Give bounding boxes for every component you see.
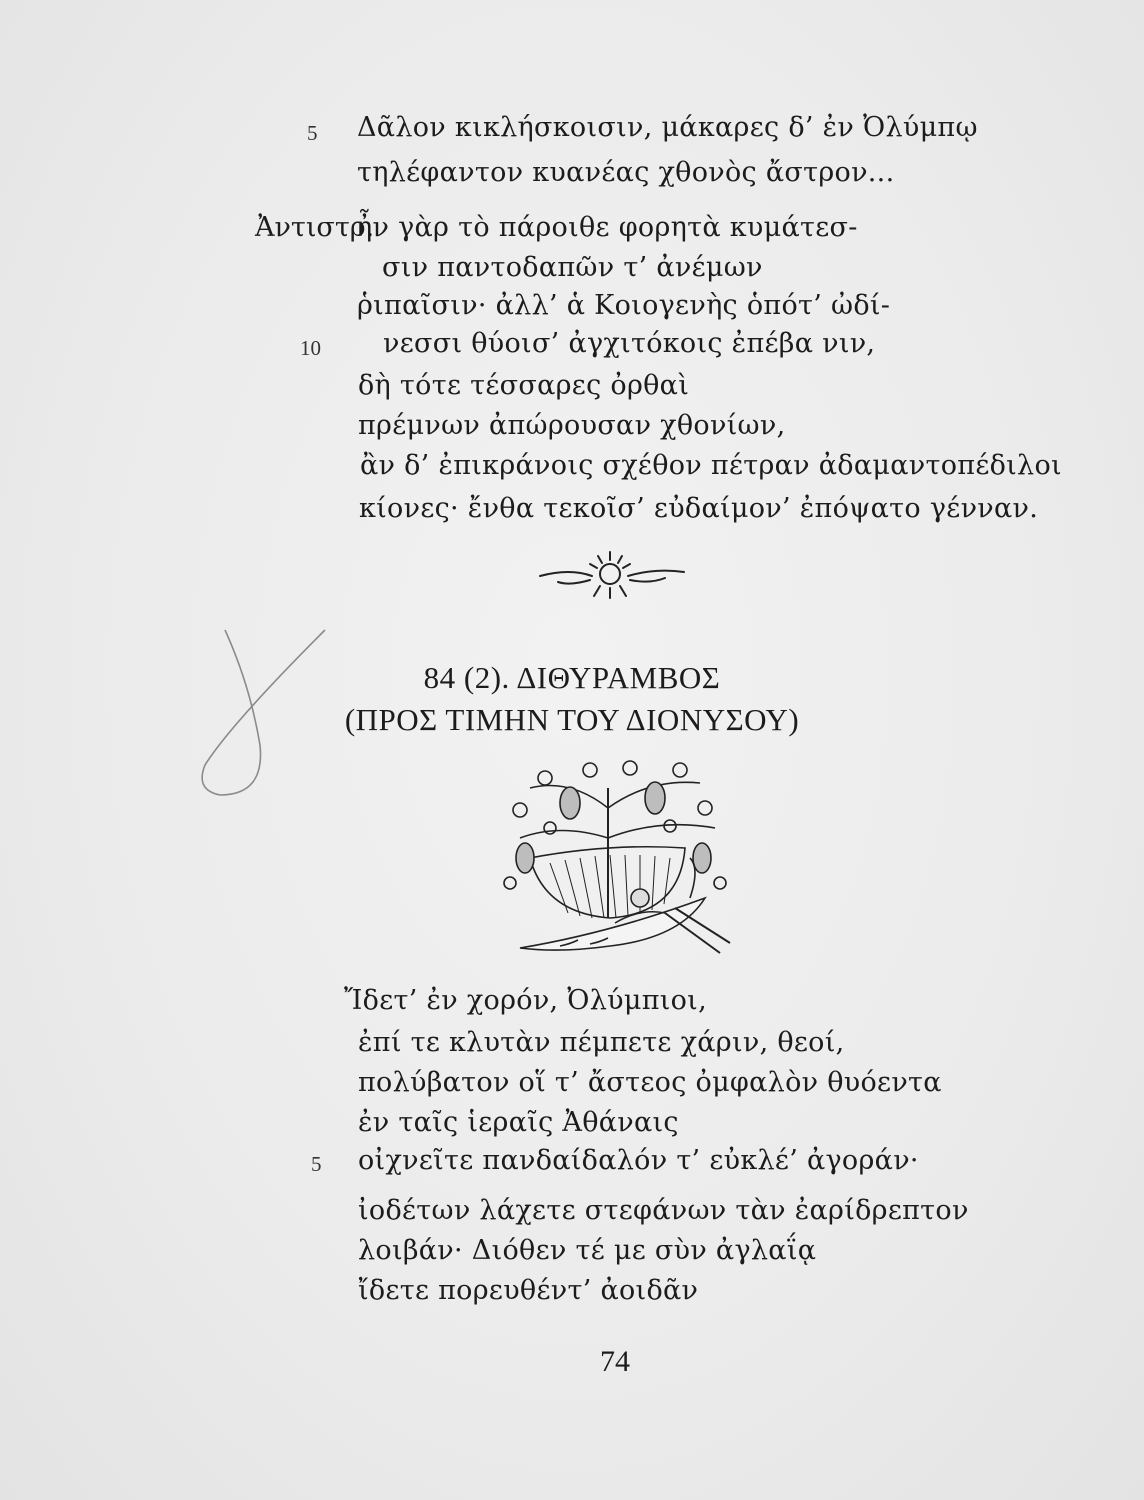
verse-line: ἂν δ’ ἐπικράνοις σχέθον πέτραν ἀδαμαντοπέδιλοι	[360, 450, 1062, 481]
verse-line: σιν παντοδαπῶν τ’ ἀνέμων	[382, 252, 763, 283]
verse-line: ῥιπαῖσιν· ἀλλ’ ἁ Κοιογενὴς ὁπότ’ ὠδί-	[357, 290, 891, 321]
poem-title: 84 (2). ΔΙΘΥΡΑΜΒΟΣ	[423, 660, 721, 695]
verse-line: οἰχνεῖτε πανδαίδαλόν τ’ εὐκλέ’ ἀγοράν·	[358, 1145, 919, 1176]
line-number: 10	[300, 336, 321, 360]
line-number: 5	[307, 121, 318, 145]
verse-line: λοιβάν· Διόθεν τέ με σὺν ἀγλαΐᾳ	[358, 1235, 817, 1266]
verse-line: τηλέφαντον κυανέας χθονὸς ἄστρον...	[357, 157, 895, 188]
verse-line: πολύβατον οἵ τ’ ἄστεος ὀμφαλὸν θυόεντα	[358, 1067, 942, 1098]
line-number: 5	[311, 1152, 322, 1176]
verse-line: ἐπί τε κλυτὰν πέμπετε χάριν, θεοί,	[358, 1027, 845, 1058]
verse-line: ἴδετε πορευθέντ’ ἀοιδᾶν	[358, 1275, 699, 1306]
verse-line: δὴ τότε τέσσαρες ὀρθαὶ	[358, 370, 690, 401]
verse-line: ἰοδέτων λάχετε στεφάνων τὰν ἐαρίδρεπτον	[358, 1195, 969, 1226]
verse-line: ἦν γὰρ τὸ πάροιθε φορητὰ κυμάτεσ-	[356, 212, 858, 243]
poem-subtitle: (ΠΡΟΣ ΤΙΜΗΝ ΤΟΥ ΔΙΟΝΥΣΟΥ)	[344, 702, 800, 737]
verse-line: Δᾶλον κικλήσκοισιν, μάκαρες δ’ ἐν Ὀλύμπῳ	[357, 112, 978, 143]
dionysus-ship-illustration	[490, 748, 740, 968]
verse-line: ἐν ταῖς ἱεραῖς Ἀθάναις	[358, 1107, 679, 1138]
page-number: 74	[600, 1345, 630, 1378]
antistrophe-label: Ἀντιστρ.	[255, 212, 375, 243]
sun-ornament-icon	[530, 546, 690, 606]
verse-line: πρέμνων ἀπώρουσαν χθονίων,	[358, 410, 786, 441]
verse-line: νεσσι θύοισ’ ἀγχιτόκοις ἐπέβα νιν,	[383, 328, 876, 359]
verse-line: Ἴδετ’ ἐν χορόν, Ὀλύμπιοι,	[344, 985, 707, 1016]
verse-line: κίονες· ἔνθα τεκοῖσ’ εὐδαίμον’ ἐπόψατο γένναν.	[359, 493, 1039, 524]
